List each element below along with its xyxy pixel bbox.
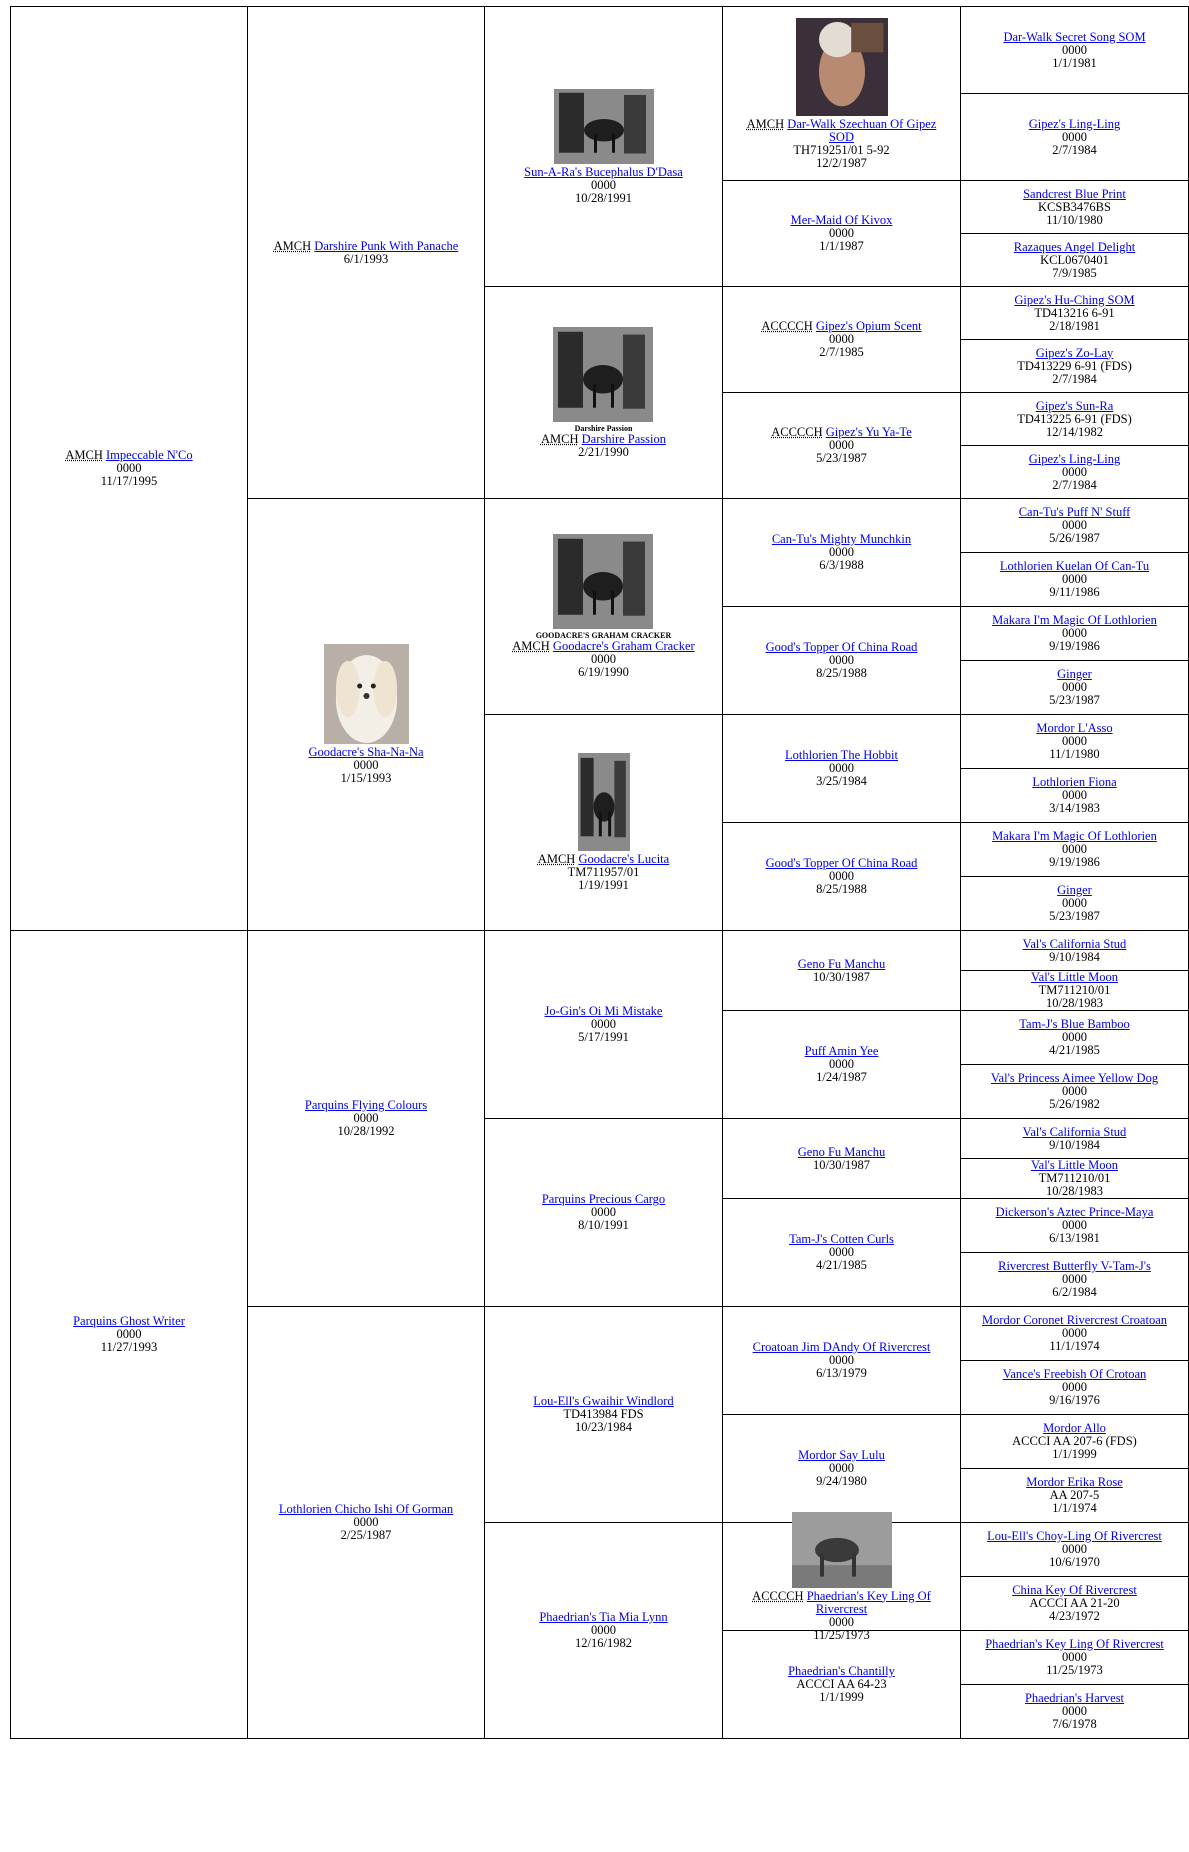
dog-name-link[interactable]: Darshire Passion <box>581 431 666 446</box>
dog-info-line: 1/1/1987 <box>819 239 864 253</box>
pedigree-cell-gen5 <box>960 1360 1189 1415</box>
title-abbreviation: ACCCCH <box>771 425 823 439</box>
dog-name-link[interactable]: Parquins Precious Cargo <box>541 1192 666 1206</box>
pedigree-cell-gen2 <box>247 930 485 1307</box>
dog-info-line: 0000 <box>1062 734 1087 748</box>
dog-info-line: 6/19/1990 <box>578 665 629 679</box>
dog-name-link[interactable]: Gipez's Ling-Ling <box>1028 451 1121 466</box>
pedigree-cell-gen5 <box>960 1630 1189 1685</box>
dog-info-line: 7/6/1978 <box>1052 1717 1097 1731</box>
dog-info-line: 0000 <box>1062 1084 1087 1098</box>
dog-info-line: 3/25/1984 <box>816 774 867 788</box>
pedigree-cell-gen4 <box>722 1522 961 1642</box>
photo-caption: GOODACRE'S GRAHAM CRACKER <box>535 631 672 640</box>
dog-info-line: ACCCI AA 64-23 <box>796 1677 887 1691</box>
pedigree-cell-gen4 <box>722 606 961 715</box>
dog-name-link[interactable]: Mer-Maid Of Kivox <box>790 213 893 227</box>
dog-name-link[interactable]: Can-Tu's Mighty Munchkin <box>771 532 912 546</box>
dog-info-line: 11/1/1980 <box>1049 747 1100 761</box>
dog-name-link[interactable]: Val's California Stud <box>1022 936 1127 951</box>
dog-info-line: 0000 <box>1062 1030 1087 1044</box>
title-abbreviation: AMCH <box>273 238 312 253</box>
dog-info-line: 0000 <box>1062 1650 1087 1664</box>
pedigree-cell-gen4 <box>722 930 961 1011</box>
dog-info-line: 11/17/1995 <box>100 474 158 488</box>
dog-info-line: TD413229 6-91 (FDS) <box>1017 358 1132 373</box>
dog-name-link[interactable]: Gipez's Ling-Ling <box>1028 116 1121 131</box>
dog-photo <box>792 1512 892 1588</box>
dog-name-link[interactable]: China Key Of Rivercrest <box>1012 1583 1137 1597</box>
dog-info-line: 6/3/1988 <box>819 558 864 572</box>
dog-info-line: 4/23/1972 <box>1049 1609 1100 1623</box>
dog-info-line: 0000 <box>353 1111 379 1125</box>
dog-info-line: 12/2/1987 <box>816 155 867 170</box>
dog-name-link[interactable]: Good's Topper Of China Road <box>765 640 918 654</box>
dog-info-line: 11/25/1973 <box>1046 1663 1103 1677</box>
dog-info-line: 0000 <box>1062 129 1087 144</box>
pedigree-cell-gen4 <box>722 498 961 607</box>
pedigree-cell-gen4 <box>722 286 961 393</box>
dog-info-line: 9/10/1984 <box>1049 1137 1100 1152</box>
pedigree-cell-gen5 <box>960 1198 1189 1253</box>
dog-info-line: 9/11/1986 <box>1049 585 1100 599</box>
dog-name-link[interactable]: Dar-Walk Szechuan Of Gipez SOD <box>787 116 937 144</box>
dog-info-line: 0000 <box>353 1515 379 1529</box>
dog-info-line: 1/1/1974 <box>1052 1501 1097 1515</box>
pedigree-cell-gen4 <box>722 1627 961 1739</box>
dog-info-line: 0000 <box>1061 842 1087 856</box>
dog-info-line: 5/26/1987 <box>1049 531 1100 545</box>
dog-info-line: 0000 <box>829 1614 854 1629</box>
pedigree-cell-gen5 <box>960 606 1189 661</box>
pedigree-cell-gen5 <box>960 1684 1189 1739</box>
dog-info-line: 4/21/1985 <box>1049 1043 1100 1057</box>
dog-name-link[interactable]: Gipez's Hu-Ching SOM <box>1014 292 1135 307</box>
dog-name-link[interactable]: Geno Fu Manchu <box>797 1144 886 1159</box>
dog-name-link[interactable]: Gipez's Yu Ya-Te <box>825 425 912 439</box>
pedigree-cell-gen3 <box>484 1118 723 1307</box>
dog-name-link[interactable]: Sun-A-Ra's Bucephalus D'Dasa <box>524 164 683 179</box>
dog-name-link[interactable]: Goodacre's Sha-Na-Na <box>308 745 424 759</box>
pedigree-cell-gen5 <box>960 1064 1189 1119</box>
dog-info-line: 0000 <box>1061 1542 1087 1556</box>
dog-info-line: 0000 <box>1062 1272 1087 1286</box>
dog-info-line: 0000 <box>829 1057 854 1071</box>
pedigree-cell-gen3 <box>484 286 723 499</box>
dog-info-line: 2/21/1990 <box>578 444 629 459</box>
dog-name-link[interactable]: Mordor Coronet Rivercrest Croatoan <box>981 1313 1168 1327</box>
dog-name-link[interactable]: Lou-Ell's Gwaihir Windlord <box>533 1394 674 1408</box>
dog-info-line: TH719251/01 5-92 <box>793 142 890 157</box>
dog-info-line: 0000 <box>1062 1326 1087 1340</box>
pedigree-cell-gen4 <box>722 1306 961 1415</box>
dog-name-link[interactable]: Rivercrest Butterfly V-Tam-J's <box>998 1259 1151 1273</box>
pedigree-cell-gen5 <box>960 930 1189 971</box>
dog-name-link[interactable]: Mordor Say Lulu <box>798 1448 885 1462</box>
dog-photo <box>796 18 888 116</box>
pedigree-cell-gen4 <box>722 1198 961 1307</box>
dog-info-line: 2/7/1985 <box>819 345 864 359</box>
dog-name-link[interactable]: Can-Tu's Puff N' Stuff <box>1018 505 1131 519</box>
pedigree-cell-gen3 <box>484 714 723 931</box>
pedigree-cell-gen3 <box>484 1306 723 1523</box>
dog-info-line: 0000 <box>828 1245 854 1259</box>
pedigree-cell-gen1 <box>10 930 248 1739</box>
dog-info-line: 9/19/1986 <box>1049 639 1100 653</box>
dog-info-line: TD413225 6-91 (FDS) <box>1017 411 1132 426</box>
dog-info-line: 0000 <box>829 332 854 346</box>
dog-info-line: 8/10/1991 <box>578 1218 629 1232</box>
dog-name-link[interactable]: Dar-Walk Secret Song SOM <box>1003 29 1146 44</box>
title-abbreviation: AMCH <box>746 116 785 131</box>
dog-photo <box>324 644 409 744</box>
dog-info-line: TD413984 FDS <box>563 1407 644 1421</box>
title-abbreviation: AMCH <box>512 639 550 653</box>
pedigree-cell-gen2 <box>247 498 485 931</box>
dog-info-line: 0000 <box>829 1353 854 1367</box>
dog-info-line: 0000 <box>1062 464 1087 479</box>
pedigree-cell-gen1 <box>10 6 248 931</box>
dog-info-line: 5/17/1991 <box>578 1030 629 1044</box>
dog-name-link[interactable]: Mordor Allo <box>1043 1421 1106 1435</box>
dog-name-link[interactable]: Mordor L'Asso <box>1036 721 1113 735</box>
dog-name-link[interactable]: Lothlorien Chicho Ishi Of Gorman <box>278 1502 454 1516</box>
pedigree-cell-gen4 <box>722 6 961 181</box>
dog-info-line: 0000 <box>1062 518 1087 532</box>
dog-name-link[interactable]: Razaques Angel Delight <box>1013 239 1136 254</box>
pedigree-cell-gen3 <box>484 930 723 1119</box>
dog-name-link[interactable]: Puff Amin Yee <box>804 1044 879 1058</box>
pedigree-cell-gen4 <box>722 714 961 823</box>
dog-info-line: 0000 <box>1062 788 1087 802</box>
dog-info-line: TD413216 6-91 <box>1034 305 1115 320</box>
dog-info-line: 2/18/1981 <box>1049 318 1100 333</box>
dog-info-line: 0000 <box>591 1205 616 1219</box>
dog-info-line: 5/23/1987 <box>816 451 867 465</box>
dog-info-line: 0000 <box>1061 680 1087 694</box>
dog-info-line: 12/14/1982 <box>1046 424 1103 439</box>
dog-info-line: 7/9/1985 <box>1052 265 1097 280</box>
dog-info-line: 10/30/1987 <box>813 969 870 984</box>
dog-info-line: 0000 <box>1061 1218 1087 1232</box>
dog-name-link[interactable]: Mordor Erika Rose <box>1026 1475 1123 1489</box>
dog-name-link[interactable]: Dickerson's Aztec Prince-Maya <box>995 1205 1154 1219</box>
dog-name-link[interactable]: Tam-J's Cotten Curls <box>789 1232 894 1246</box>
pedigree-cell-gen5 <box>960 876 1189 931</box>
dog-name-link[interactable]: Makara I'm Magic Of Lothlorien <box>992 613 1157 627</box>
dog-name-link[interactable]: Gipez's Zo-Lay <box>1035 345 1114 360</box>
dog-info-line: 1/19/1991 <box>578 878 629 892</box>
dog-info-line: ACCCI AA 207-6 (FDS) <box>1012 1434 1137 1448</box>
dog-name-link[interactable]: Ginger <box>1057 883 1092 897</box>
pedigree-cell-gen5 <box>960 970 1189 1011</box>
pedigree-cell-gen5 <box>960 1306 1189 1361</box>
pedigree-cell-gen5 <box>960 1158 1189 1199</box>
dog-info-line: 0000 <box>1061 572 1087 586</box>
dog-info-line: 0000 <box>828 438 854 452</box>
dog-photo <box>553 327 653 422</box>
pedigree-cell-gen5 <box>960 445 1189 499</box>
dog-name-link[interactable]: Jo-Gin's Oi Mi Mistake <box>544 1004 663 1018</box>
dog-info-line: KCL0670401 <box>1040 252 1109 267</box>
pedigree-cell-gen5 <box>960 286 1189 340</box>
title-abbreviation: AMCH <box>65 448 103 462</box>
dog-name-link[interactable]: Phaedrian's Harvest <box>1024 1691 1125 1705</box>
dog-info-line: 6/2/1984 <box>1052 1285 1097 1299</box>
dog-info-line: 12/16/1982 <box>575 1636 632 1650</box>
dog-name-link[interactable]: Croatoan Jim DAndy Of Rivercrest <box>752 1340 931 1354</box>
dog-name-link[interactable]: Tam-J's Blue Bamboo <box>1019 1017 1130 1031</box>
dog-info-line: 11/1/1974 <box>1049 1339 1100 1353</box>
dog-name-link[interactable]: Darshire Punk With Panache <box>314 238 459 253</box>
dog-info-line: 10/28/1983 <box>1046 1184 1103 1198</box>
dog-info-line: 0000 <box>829 545 854 559</box>
dog-info-line: AA 207-5 <box>1049 1488 1100 1502</box>
dog-info-line: 11/10/1980 <box>1046 212 1103 227</box>
dog-info-line: 1/24/1987 <box>816 1070 867 1084</box>
dog-info-line: 1/1/1999 <box>1052 1447 1097 1461</box>
title-abbreviation: ACCCCH <box>752 1588 804 1603</box>
dog-info-line: ACCCI AA 21-20 <box>1029 1596 1120 1610</box>
dog-info-line: 0000 <box>1061 626 1087 640</box>
dog-info-line: 9/19/1986 <box>1049 855 1100 869</box>
pedigree-cell-gen4 <box>722 1118 961 1199</box>
dog-name-link[interactable]: Ginger <box>1057 667 1092 681</box>
dog-info-line: 6/13/1981 <box>1049 1231 1100 1245</box>
dog-photo <box>554 89 654 164</box>
dog-info-line: 0000 <box>828 653 854 667</box>
dog-info-line: 0000 <box>1061 1380 1087 1394</box>
pedigree-cell-gen5 <box>960 1468 1189 1523</box>
dog-info-line: TM711210/01 <box>1038 983 1111 997</box>
dog-name-link[interactable]: Goodacre's Lucita <box>578 852 670 866</box>
dog-info-line: 0000 <box>828 869 854 883</box>
title-abbreviation: AMCH <box>537 852 576 866</box>
dog-info-line: 2/25/1987 <box>340 1528 392 1542</box>
dog-name-link[interactable]: Vance's Freebish Of Crotoan <box>1002 1367 1147 1381</box>
dog-name-link[interactable]: Lothlorien Kuelan Of Can-Tu <box>999 559 1150 573</box>
dog-info-line: 3/14/1983 <box>1049 801 1100 815</box>
dog-info-line: TM711210/01 <box>1038 1171 1111 1185</box>
dog-info-line: 5/23/1987 <box>1049 693 1100 707</box>
dog-info-line: 9/24/1980 <box>816 1474 867 1488</box>
dog-name-link[interactable]: Lou-Ell's Choy-Ling Of Rivercrest <box>987 1529 1162 1543</box>
dog-info-line: 6/1/1993 <box>343 251 389 266</box>
dog-info-line: 10/6/1970 <box>1049 1555 1100 1569</box>
dog-name-link[interactable]: Goodacre's Graham Cracker <box>552 639 695 653</box>
dog-name-link[interactable]: Phaedrian's Key Ling Of Rivercrest <box>806 1588 931 1616</box>
pedigree-cell-gen5 <box>960 552 1189 607</box>
dog-info-line: 5/23/1987 <box>1049 909 1100 923</box>
dog-info-line: 2/7/1984 <box>1052 371 1097 386</box>
dog-info-line: 5/26/1982 <box>1049 1097 1100 1111</box>
pedigree-cell-gen3 <box>484 1522 723 1739</box>
dog-photo <box>553 534 653 629</box>
pedigree-cell-gen4 <box>722 1414 961 1523</box>
dog-info-line: 4/21/1985 <box>816 1258 867 1272</box>
dog-info-line: 0000 <box>590 1017 616 1031</box>
dog-name-link[interactable]: Parquins Flying Colours <box>304 1098 428 1112</box>
dog-name-link[interactable]: Phaedrian's Key Ling Of Rivercrest <box>985 1637 1164 1651</box>
dog-name-link[interactable]: Gipez's Sun-Ra <box>1035 398 1114 413</box>
pedigree-cell-gen3 <box>484 6 723 287</box>
dog-name-link[interactable]: Parquins Ghost Writer <box>73 1314 185 1328</box>
dog-info-line: 0000 <box>116 1327 142 1341</box>
pedigree-cell-gen5 <box>960 1414 1189 1469</box>
dog-info-line: 0000 <box>828 761 854 775</box>
dog-name-link[interactable]: Val's Little Moon <box>1031 1158 1118 1172</box>
dog-info-line: 10/28/1992 <box>337 1124 395 1138</box>
dog-photo <box>578 753 630 851</box>
dog-info-line: 9/10/1984 <box>1049 949 1100 964</box>
dog-info-line: 0000 <box>353 758 379 772</box>
pedigree-cell-gen4 <box>722 822 961 931</box>
dog-info-line: 0000 <box>1062 42 1087 57</box>
dog-info-line: KCSB3476BS <box>1038 199 1111 214</box>
dog-info-line: TM711957/01 <box>567 865 640 879</box>
dog-info-line: 10/23/1984 <box>575 1420 632 1434</box>
dog-name-link[interactable]: Val's Little Moon <box>1031 970 1118 984</box>
dog-info-line: 10/30/1987 <box>813 1157 870 1172</box>
title-abbreviation: AMCH <box>540 431 579 446</box>
dog-info-line: 0000 <box>829 1461 854 1475</box>
dog-info-line: 1/1/1999 <box>819 1690 864 1704</box>
dog-info-line: 1/1/1981 <box>1052 55 1097 70</box>
dog-info-line: 0000 <box>1061 1704 1087 1718</box>
pedigree-cell-gen5 <box>960 392 1189 446</box>
dog-info-line: 10/28/1983 <box>1046 996 1103 1010</box>
dog-name-link[interactable]: Sandcrest Blue Print <box>1023 186 1126 201</box>
dog-info-line: 0000 <box>828 226 854 240</box>
dog-info-line: 0000 <box>1061 896 1087 910</box>
pedigree-cell-gen5 <box>960 1522 1189 1577</box>
dog-name-link[interactable]: Gipez's Opium Scent <box>815 319 922 333</box>
pedigree-cell-gen5 <box>960 180 1189 234</box>
dog-info-line: 2/7/1984 <box>1052 142 1097 157</box>
dog-info-line: 10/28/1991 <box>575 190 632 205</box>
pedigree-cell-gen5 <box>960 1252 1189 1307</box>
pedigree-cell-gen4 <box>722 180 961 287</box>
dog-info-line: 2/7/1984 <box>1052 477 1097 492</box>
pedigree-cell-gen5 <box>960 1118 1189 1159</box>
dog-info-line: 8/25/1988 <box>816 882 867 896</box>
photo-caption: Darshire Passion <box>574 423 633 433</box>
pedigree-cell-gen5 <box>960 1576 1189 1631</box>
dog-name-link[interactable]: Makara I'm Magic Of Lothlorien <box>992 829 1157 843</box>
pedigree-cell-gen5 <box>960 768 1189 823</box>
dog-info-line: 11/25/1973 <box>813 1627 870 1642</box>
pedigree-cell-gen5 <box>960 822 1189 877</box>
pedigree-cell-gen5 <box>960 714 1189 769</box>
pedigree-cell-gen5 <box>960 233 1189 287</box>
pedigree-cell-gen5 <box>960 1010 1189 1065</box>
dog-name-link[interactable]: Val's Princess Aimee Yellow Dog <box>990 1071 1159 1085</box>
pedigree-cell-gen5 <box>960 6 1189 94</box>
dog-info-line: 1/15/1993 <box>340 771 392 785</box>
pedigree-cell-gen4 <box>722 1010 961 1119</box>
dog-name-link[interactable]: Phaedrian's Tia Mia Lynn <box>539 1610 668 1624</box>
dog-name-link[interactable]: Geno Fu Manchu <box>797 956 886 971</box>
pedigree-cell-gen5 <box>960 339 1189 393</box>
pedigree-cell-gen5 <box>960 660 1189 715</box>
dog-info-line: 0000 <box>590 652 616 666</box>
dog-info-line: 9/16/1976 <box>1049 1393 1100 1407</box>
dog-name-link[interactable]: Lothlorien Fiona <box>1032 775 1117 789</box>
dog-info-line: 6/13/1979 <box>816 1366 867 1380</box>
dog-name-link[interactable]: Val's California Stud <box>1022 1124 1127 1139</box>
title-abbreviation: ACCCCH <box>761 319 813 333</box>
pedigree-cell-gen5 <box>960 93 1189 181</box>
dog-name-link[interactable]: Impeccable N'Co <box>106 448 193 462</box>
dog-info-line: 11/27/1993 <box>100 1340 158 1354</box>
dog-info-line: 0000 <box>590 1623 616 1637</box>
dog-info-line: 8/25/1988 <box>816 666 867 680</box>
dog-info-line: 0000 <box>116 461 142 475</box>
pedigree-cell-gen3 <box>484 498 723 715</box>
pedigree-cell-gen2 <box>247 1306 485 1739</box>
dog-info-line: 0000 <box>591 177 616 192</box>
pedigree-table <box>10 6 1188 1852</box>
dog-name-link[interactable]: Lothlorien The Hobbit <box>785 748 898 762</box>
pedigree-cell-gen5 <box>960 498 1189 553</box>
pedigree-cell-gen2 <box>247 6 485 499</box>
pedigree-cell-gen4 <box>722 392 961 499</box>
dog-name-link[interactable]: Good's Topper Of China Road <box>765 856 918 870</box>
dog-name-link[interactable]: Phaedrian's Chantilly <box>788 1664 895 1678</box>
